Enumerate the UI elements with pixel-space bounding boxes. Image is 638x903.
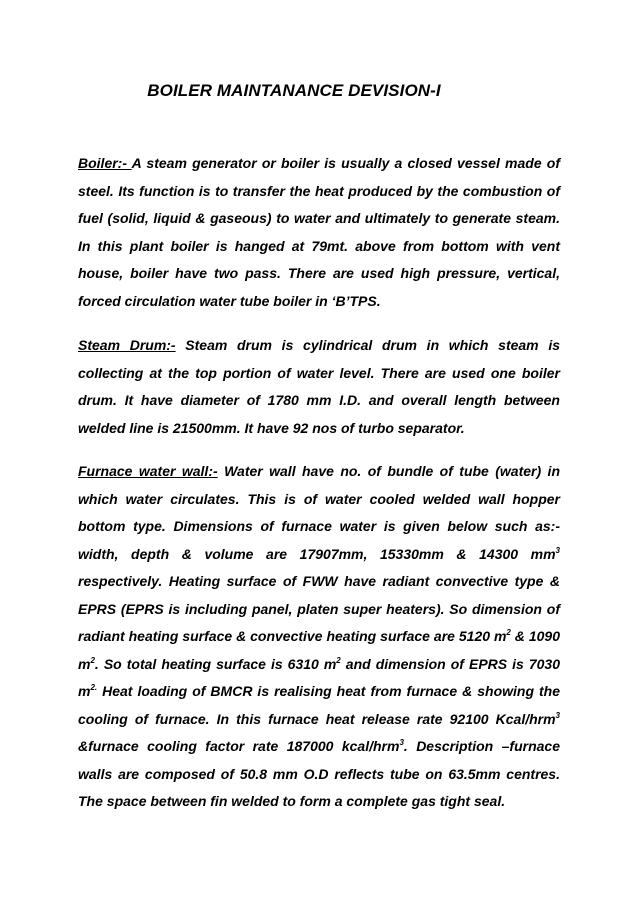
page-title bbox=[0, 81, 638, 101]
boiler-heading: Boiler:- bbox=[78, 155, 132, 171]
furnace-heading: Furnace water wall:- bbox=[78, 463, 218, 479]
furnace-text-8: . Description –furnace walls are composed of 50.8 mm O.D reflects tube on 63.5mm centres. The space between fin welded to form a complete gas tight seal. bbox=[78, 738, 560, 809]
steam-drum-paragraph bbox=[78, 332, 560, 442]
superscript-1: 3 bbox=[555, 545, 560, 555]
furnace-text-3: & 1090 m bbox=[78, 628, 560, 672]
furnace-text-7: &furnace cooling factor rate 187000 kcal/hrm bbox=[78, 738, 400, 754]
steam-drum-text: Steam drum is cylindrical drum in which steam is collecting at the top portion of water level. There are used one boiler drum. It have diameter of 1780 mm I.D. and overall length between welded line is 21500mm. It have 92 nos of turbo separator. bbox=[78, 337, 560, 436]
superscript-2: 2 bbox=[506, 628, 511, 637]
furnace-text-4: . So total heating surface is 6310 m bbox=[94, 655, 337, 672]
superscript-7: 3 bbox=[399, 738, 404, 747]
furnace-paragraph bbox=[78, 458, 560, 816]
superscript-4: 2 bbox=[336, 655, 341, 665]
furnace-text-2: respectively. Heating surface of FWW have radiant convective type & EPRS (EPRS is including panel, platen super heaters). So dimension of radiant heating surface & convective heating surface are 5120 m bbox=[78, 573, 560, 644]
furnace-text-1: Water wall have no. of bundle of tube (water) in which water circulates. This is of water cooled welded wall hopper bottom type. Dimensions of furnace water is given below such as:- width, depth & volume are 17907mm, 15330mm & 14300 mm bbox=[78, 463, 561, 562]
superscript-5: 2. bbox=[90, 683, 98, 692]
steam-drum-heading: Steam Drum:- bbox=[78, 337, 176, 353]
furnace-text-6: Heat loading of BMCR is realising heat from furnace & showing the cooling of furnace. In this furnace heat release rate 92100 Kcal/hrm bbox=[78, 683, 560, 727]
boiler-paragraph bbox=[78, 150, 560, 315]
page-title-text: BOILER MAINTANANCE DEVISION-I bbox=[147, 81, 441, 100]
superscript-3: 2 bbox=[90, 655, 95, 665]
superscript-6: 3 bbox=[555, 710, 560, 720]
boiler-text: A steam generator or boiler is usually a closed vessel made of steel. Its function is to transfer the heat produced by the combustion of fuel (solid, liquid & gaseous) to water and ultimately to generate steam. In this plant boiler is hanged at 79mt. above from bottom with vent house, boiler have two pass. There are used high pressure, vertical, forced circulation water tube boiler in ‘B’TPS. bbox=[78, 155, 560, 309]
furnace-text-5: and dimension of EPRS is 7030 m bbox=[78, 655, 560, 699]
